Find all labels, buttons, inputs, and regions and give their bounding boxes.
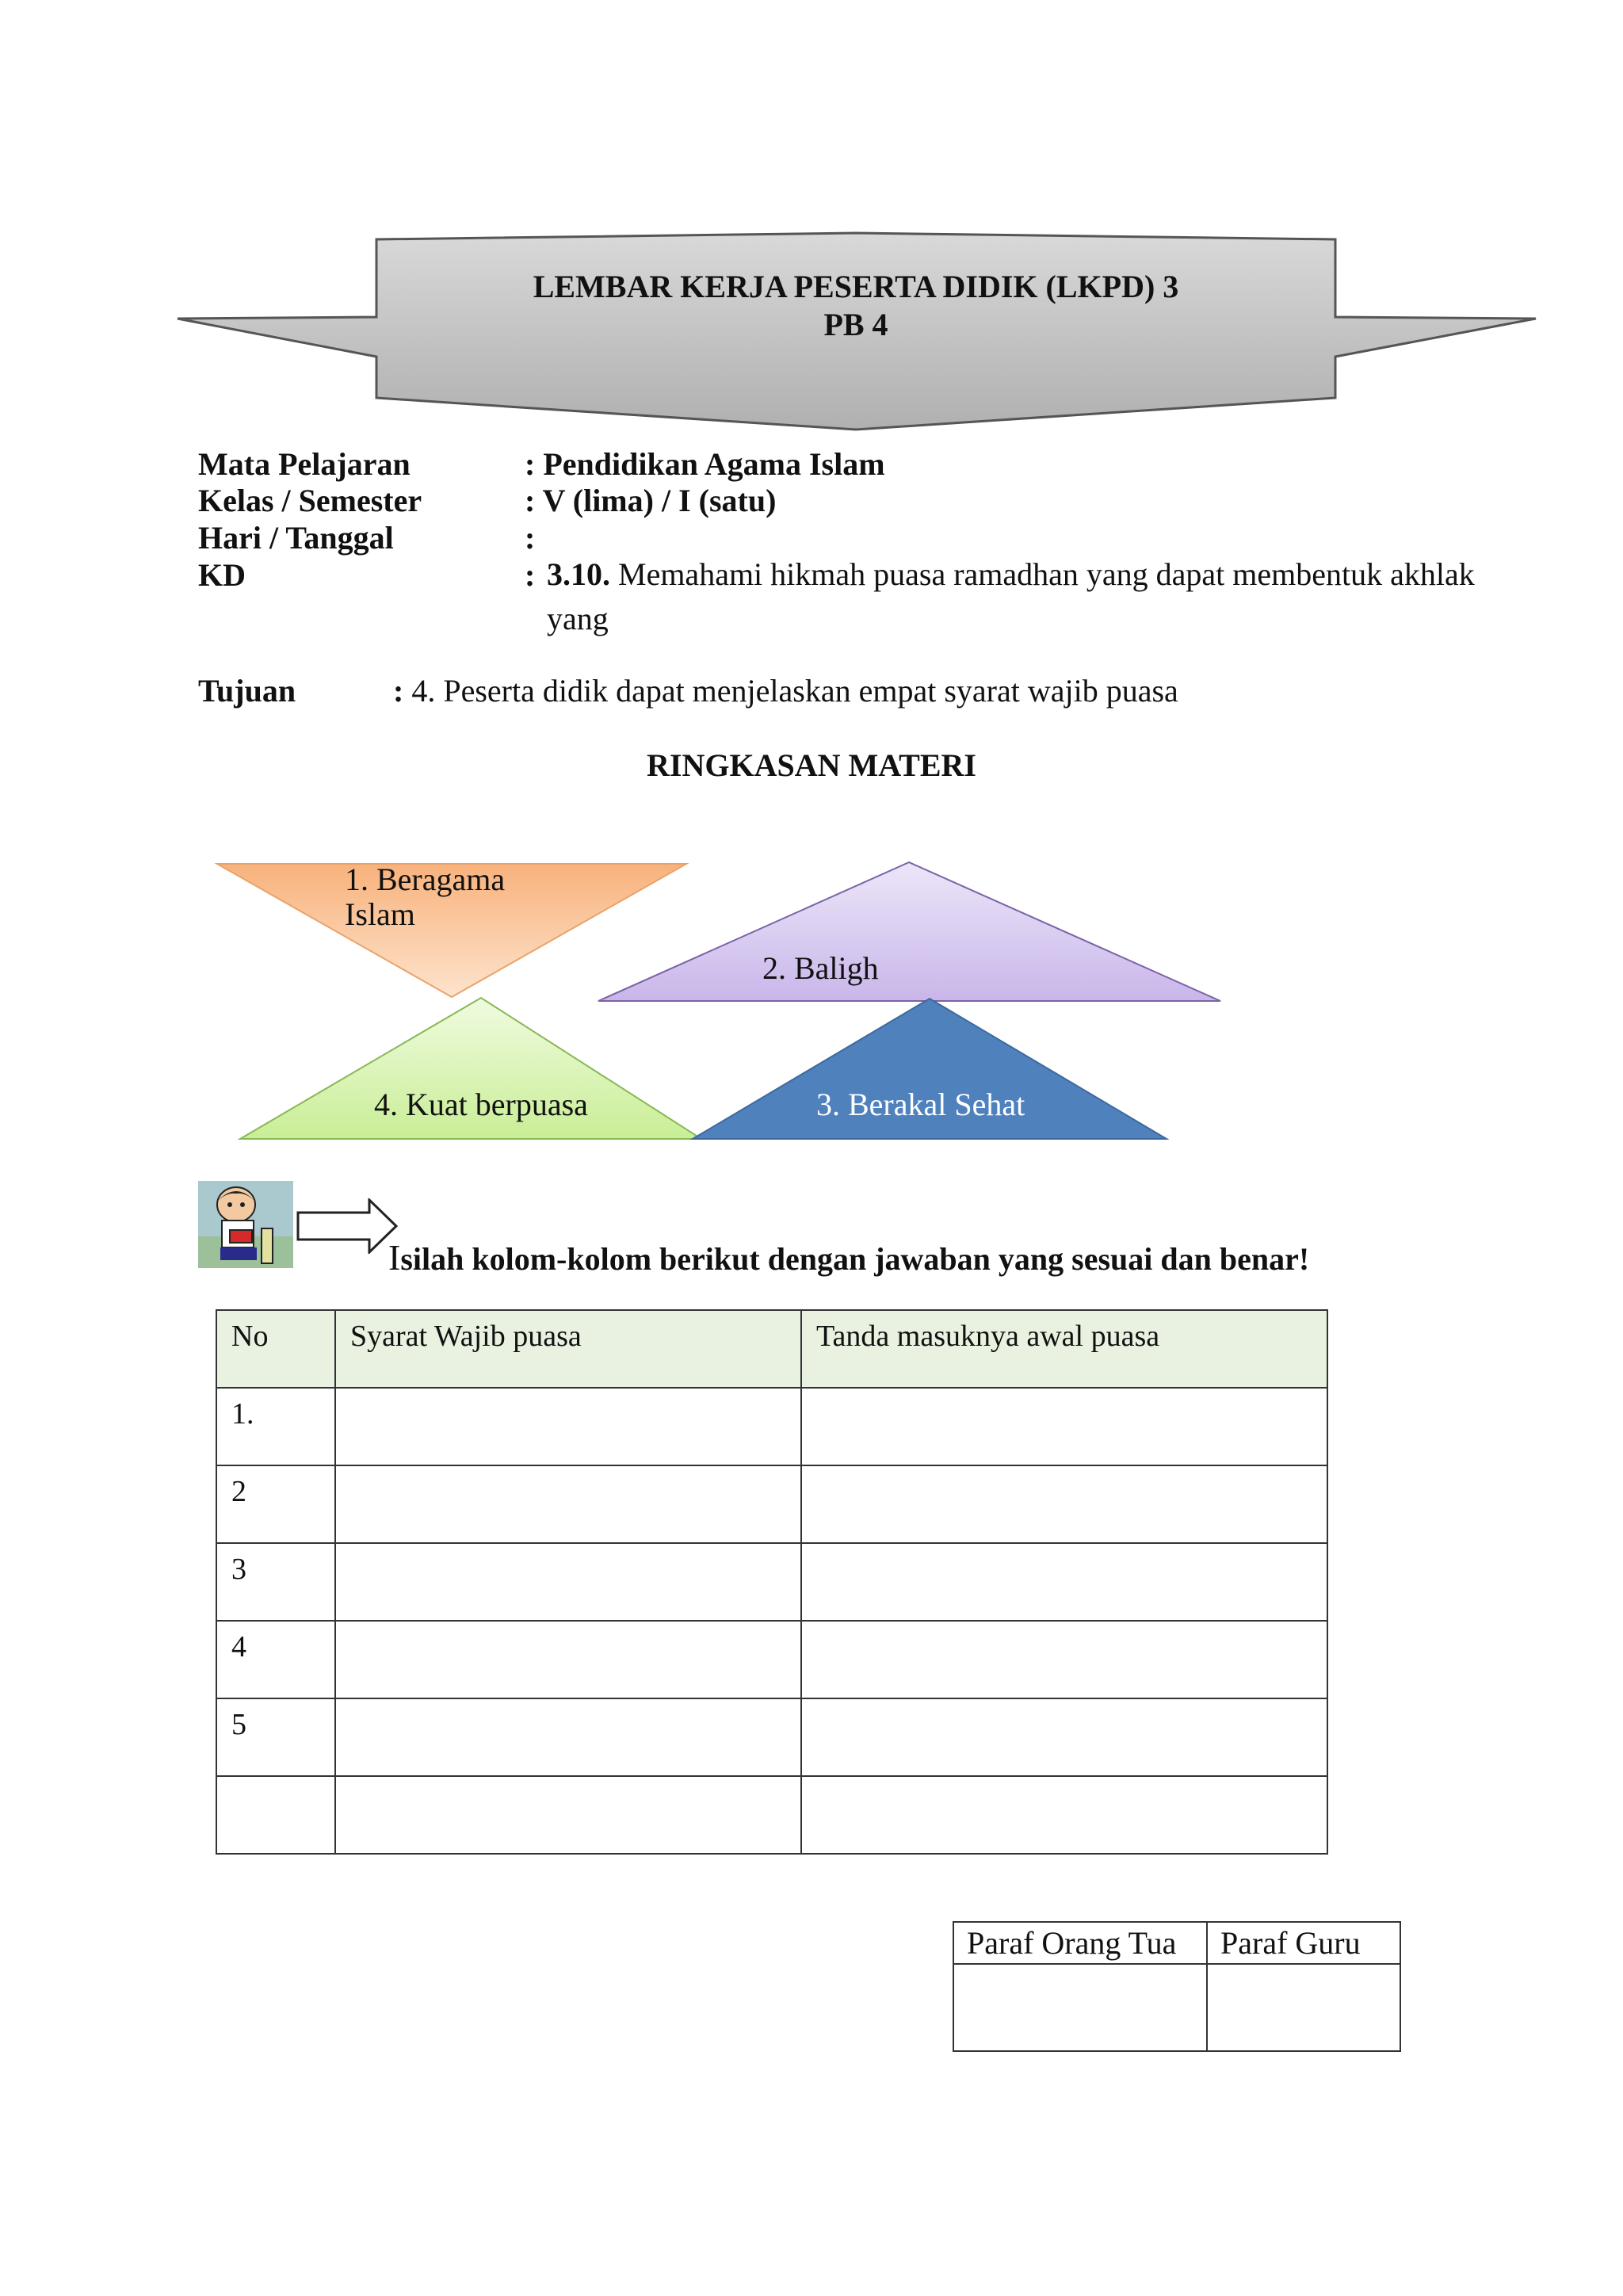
row-number: 4 xyxy=(216,1621,335,1698)
table-row xyxy=(216,1776,1327,1854)
signature-table xyxy=(953,1921,1401,2052)
instruction-text xyxy=(388,1236,1309,1278)
teacher-signature-box[interactable] xyxy=(1207,1964,1400,2051)
answer-cell-syarat[interactable] xyxy=(335,1698,801,1776)
label-beragama-line2: Islam xyxy=(345,896,415,932)
class-label: Kelas / Semester xyxy=(198,483,422,518)
date-value: : xyxy=(525,520,536,556)
answer-cell-tanda[interactable] xyxy=(801,1776,1327,1854)
kd-text: Memahami hikmah puasa ramadhan yang dapat membentuk akhlak yang xyxy=(547,556,1475,636)
title-line-2: PB 4 xyxy=(823,307,888,342)
header-no: No xyxy=(216,1310,335,1388)
row-number: 2 xyxy=(216,1465,335,1543)
answer-cell-syarat[interactable] xyxy=(335,1776,801,1854)
kd-description xyxy=(547,552,1482,641)
answer-cell-syarat[interactable] xyxy=(335,1621,801,1698)
row-number: 1. xyxy=(216,1388,335,1465)
answer-cell-tanda[interactable] xyxy=(801,1388,1327,1465)
kd-colon: : xyxy=(525,557,536,593)
goal-colon: : xyxy=(393,673,404,709)
row-number xyxy=(216,1776,335,1854)
row-number: 3 xyxy=(216,1543,335,1621)
answer-cell-tanda[interactable] xyxy=(801,1543,1327,1621)
goal-text: 4. Peserta didik dapat menjelaskan empat syarat wajib puasa xyxy=(403,673,1178,709)
label-berakal-sehat: 3. Berakal Sehat xyxy=(816,1087,1025,1122)
answer-cell-syarat[interactable] xyxy=(335,1543,801,1621)
teacher-signature-label: Paraf Guru xyxy=(1207,1922,1400,1964)
subject-label: Mata Pelajaran xyxy=(198,446,411,482)
answer-cell-syarat[interactable] xyxy=(335,1388,801,1465)
summary-heading: RINGKASAN MATERI xyxy=(647,747,976,783)
goal-description xyxy=(393,672,1178,709)
table-row xyxy=(216,1388,1327,1465)
class-value: : V (lima) / I (satu) xyxy=(525,483,777,518)
student-illustration xyxy=(198,1181,293,1268)
parent-signature-label: Paraf Orang Tua xyxy=(953,1922,1207,1964)
answer-cell-tanda[interactable] xyxy=(801,1465,1327,1543)
answer-table xyxy=(216,1309,1328,1855)
row-number: 5 xyxy=(216,1698,335,1776)
label-baligh: 2. Baligh xyxy=(762,950,879,986)
header-tanda: Tanda masuknya awal puasa xyxy=(801,1310,1327,1388)
answer-cell-tanda[interactable] xyxy=(801,1621,1327,1698)
kd-code: 3.10. xyxy=(547,556,610,592)
arrow-right-icon xyxy=(296,1198,399,1254)
instruction-body: silah kolom-kolom berikut dengan jawaban yang sesuai dan benar! xyxy=(400,1241,1310,1277)
triangle-baligh xyxy=(598,862,1220,1001)
subject-value: : Pendidikan Agama Islam xyxy=(525,446,885,482)
signature-header-row xyxy=(953,1922,1400,1964)
signature-row xyxy=(953,1964,1400,2051)
answer-cell-syarat[interactable] xyxy=(335,1465,801,1543)
table-row xyxy=(216,1698,1327,1776)
answer-cell-tanda[interactable] xyxy=(801,1698,1327,1776)
kd-label: KD xyxy=(198,557,246,593)
title-line-1: LEMBAR KERJA PESERTA DIDIK (LKPD) 3 xyxy=(533,269,1179,304)
table-header-row xyxy=(216,1310,1327,1388)
date-label: Hari / Tanggal xyxy=(198,520,394,556)
header-syarat: Syarat Wajib puasa xyxy=(335,1310,801,1388)
goal-label: Tujuan xyxy=(198,673,296,709)
label-beragama-line1: 1. Beragama xyxy=(345,861,506,897)
instruction-first-letter: I xyxy=(388,1237,401,1278)
table-row xyxy=(216,1621,1327,1698)
label-kuat-berpuasa: 4. Kuat berpuasa xyxy=(374,1087,588,1122)
table-row xyxy=(216,1465,1327,1543)
parent-signature-box[interactable] xyxy=(953,1964,1207,2051)
table-row xyxy=(216,1543,1327,1621)
